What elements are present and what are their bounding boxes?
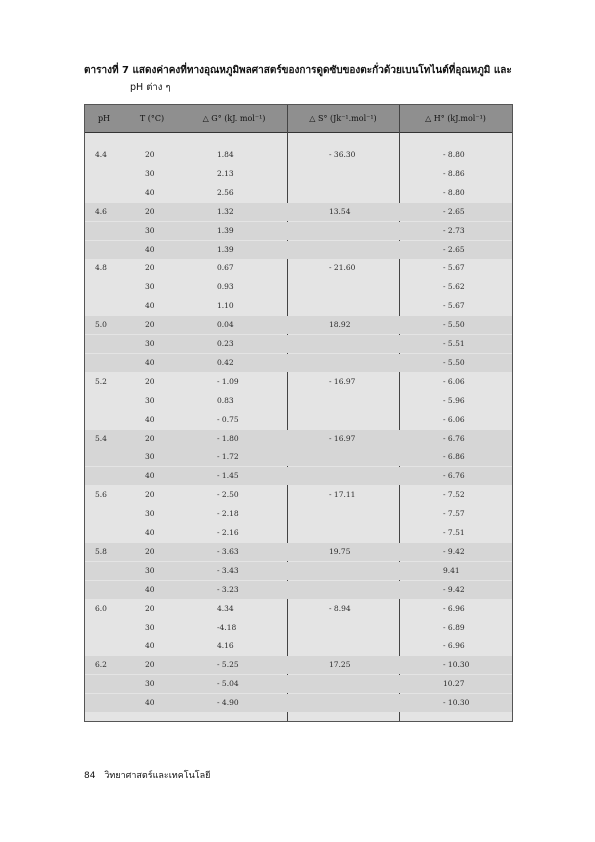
header-delta-g: △ G° (kJ. mol⁻¹) — [202, 114, 266, 123]
cell-temperature: 40 — [145, 698, 155, 708]
cell-delta-g: 2.56 — [217, 187, 234, 197]
cell-temperature: 20 — [145, 150, 155, 159]
cell-delta-h: - 5.51 — [443, 339, 465, 348]
cell-delta-g: 0.42 — [217, 357, 234, 367]
cell-temperature: 30 — [145, 509, 155, 519]
cell-delta-g: 4.16 — [217, 641, 234, 651]
cell-delta-g: - 1.80 — [217, 433, 239, 443]
cell-delta-h: - 6.06 — [443, 414, 465, 424]
cell-temperature: 30 — [145, 565, 155, 575]
cell-delta-g: 1.10 — [217, 301, 234, 311]
header-delta-h: △ H° (kJ.mol⁻¹) — [425, 114, 486, 123]
cell-delta-g: - 1.09 — [217, 376, 239, 386]
cell-delta-h: - 5.96 — [443, 395, 465, 405]
cell-delta-g: 1.32 — [217, 206, 234, 216]
caption-line-2: pH ต่าง ๆ — [130, 82, 171, 93]
cell-temperature: 30 — [145, 282, 155, 292]
cell-delta-g: - 1.45 — [217, 471, 239, 481]
cell-temperature: 20 — [145, 433, 155, 443]
cell-delta-h: - 8.80 — [443, 187, 465, 197]
cell-delta-g: 0.93 — [217, 282, 234, 292]
cell-delta-h: - 10.30 — [443, 660, 470, 670]
cell-delta-g: 4.34 — [217, 603, 234, 613]
cell-delta-h: - 6.89 — [443, 622, 465, 632]
cell-delta-g: 0.04 — [217, 320, 234, 330]
cell-delta-g: - 4.90 — [217, 698, 239, 708]
cell-delta-h: - 6.76 — [443, 433, 465, 443]
cell-temperature: 30 — [145, 452, 155, 462]
cell-delta-s: - 21.60 — [329, 263, 356, 273]
page-number: 84 — [84, 771, 96, 781]
cell-delta-h: - 6.96 — [443, 603, 465, 613]
cell-delta-h: - 2.73 — [443, 225, 465, 235]
column-divider — [287, 105, 288, 721]
journal-name: วิทยาศาสตร์และเทคโนโลยี — [104, 771, 211, 781]
cell-delta-g: 0.23 — [217, 339, 234, 348]
cell-ph: 5.2 — [95, 376, 107, 386]
cell-delta-s: 19.75 — [329, 546, 351, 556]
cell-delta-g: - 5.25 — [217, 660, 239, 670]
cell-delta-h: - 5.50 — [443, 320, 465, 330]
cell-delta-s: - 8.94 — [329, 603, 351, 613]
cell-delta-s: - 16.97 — [329, 433, 356, 443]
cell-temperature: 30 — [145, 679, 155, 689]
cell-delta-h: - 6.76 — [443, 471, 465, 481]
cell-delta-g: - 2.16 — [217, 528, 239, 537]
cell-delta-g: 2.13 — [217, 168, 234, 178]
cell-temperature: 30 — [145, 168, 155, 178]
cell-delta-h: - 7.51 — [443, 528, 465, 537]
cell-delta-h: - 5.67 — [443, 301, 465, 311]
cell-delta-h: - 8.80 — [443, 150, 465, 159]
header-temperature: T (°C) — [139, 114, 165, 123]
cell-temperature: 20 — [145, 603, 155, 613]
cell-temperature: 40 — [145, 471, 155, 481]
cell-temperature: 20 — [145, 490, 155, 500]
cell-delta-g: - 3.23 — [217, 584, 239, 594]
cell-temperature: 20 — [145, 660, 155, 670]
cell-delta-s: 18.92 — [329, 320, 351, 330]
cell-delta-g: - 2.50 — [217, 490, 239, 500]
cell-delta-s: - 17.11 — [329, 490, 356, 500]
cell-temperature: 40 — [145, 528, 155, 537]
cell-temperature: 30 — [145, 395, 155, 405]
cell-ph: 5.4 — [95, 433, 107, 443]
cell-delta-h: - 6.96 — [443, 641, 465, 651]
cell-delta-s: - 36.30 — [329, 150, 356, 159]
cell-delta-h: 10.27 — [443, 679, 465, 689]
cell-ph: 5.8 — [95, 546, 107, 556]
cell-temperature: 20 — [145, 376, 155, 386]
cell-ph: 5.0 — [95, 320, 107, 330]
cell-temperature: 40 — [145, 641, 155, 651]
cell-delta-h: - 9.42 — [443, 584, 465, 594]
cell-temperature: 20 — [145, 206, 155, 216]
cell-temperature: 40 — [145, 187, 155, 197]
cell-delta-h: - 9.42 — [443, 546, 465, 556]
cell-delta-g: - 3.63 — [217, 546, 239, 556]
cell-delta-h: - 7.57 — [443, 509, 465, 519]
cell-ph: 6.2 — [95, 660, 107, 670]
cell-ph: 6.0 — [95, 603, 107, 613]
cell-delta-s: 17.25 — [329, 660, 351, 670]
cell-delta-g: - 2.18 — [217, 509, 239, 519]
cell-temperature: 40 — [145, 584, 155, 594]
cell-temperature: 40 — [145, 244, 155, 254]
cell-delta-g: - 5.04 — [217, 679, 239, 689]
table-caption — [84, 62, 524, 96]
cell-delta-h: - 5.67 — [443, 263, 465, 273]
table-header-row — [85, 105, 512, 133]
cell-delta-g: - 1.72 — [217, 452, 239, 462]
caption-line-1: ตารางที่ 7 แสดงค่าคงที่ทางอุณหภูมิพลศาสตร์ของการดูดซับของตะกั่วด้วยเบนโทไนต์ที่อุณหภูมิ และ — [84, 65, 512, 76]
cell-temperature: 40 — [145, 357, 155, 367]
cell-delta-g: 1.84 — [217, 150, 234, 159]
cell-temperature: 30 — [145, 622, 155, 632]
cell-delta-g: 0.67 — [217, 263, 234, 273]
cell-temperature: 20 — [145, 546, 155, 556]
cell-delta-h: - 6.06 — [443, 376, 465, 386]
cell-temperature: 20 — [145, 320, 155, 330]
cell-delta-g: 1.39 — [217, 225, 234, 235]
cell-delta-g: - 3.43 — [217, 565, 239, 575]
cell-temperature: 30 — [145, 225, 155, 235]
cell-delta-h: - 10.30 — [443, 698, 470, 708]
cell-delta-s: 13.54 — [329, 206, 351, 216]
cell-ph: 5.6 — [95, 490, 107, 500]
cell-delta-g: -4.18 — [217, 622, 237, 632]
cell-delta-h: - 6.86 — [443, 452, 465, 462]
cell-delta-g: 0.83 — [217, 395, 234, 405]
cell-ph: 4.4 — [95, 150, 107, 159]
cell-temperature: 40 — [145, 414, 155, 424]
column-divider — [399, 105, 400, 721]
cell-temperature: 20 — [145, 263, 155, 273]
cell-delta-h: - 7.52 — [443, 490, 465, 500]
cell-delta-g: - 0.75 — [217, 414, 239, 424]
cell-delta-h: - 5.62 — [443, 282, 465, 292]
cell-delta-h: - 2.65 — [443, 206, 465, 216]
cell-delta-h: - 5.50 — [443, 357, 465, 367]
cell-ph: 4.8 — [95, 263, 107, 273]
thermo-table — [84, 104, 513, 722]
header-ph: pH — [97, 114, 111, 123]
cell-delta-h: - 8.86 — [443, 168, 465, 178]
cell-delta-h: - 2.65 — [443, 244, 465, 254]
cell-delta-g: 1.39 — [217, 244, 234, 254]
cell-temperature: 30 — [145, 339, 155, 348]
cell-delta-h: 9.41 — [443, 565, 460, 575]
cell-ph: 4.6 — [95, 206, 107, 216]
header-delta-s: △ S° (Jk⁻¹.mol⁻¹) — [309, 114, 377, 123]
cell-delta-s: - 16.97 — [329, 376, 356, 386]
page-footer — [84, 768, 210, 782]
cell-temperature: 40 — [145, 301, 155, 311]
